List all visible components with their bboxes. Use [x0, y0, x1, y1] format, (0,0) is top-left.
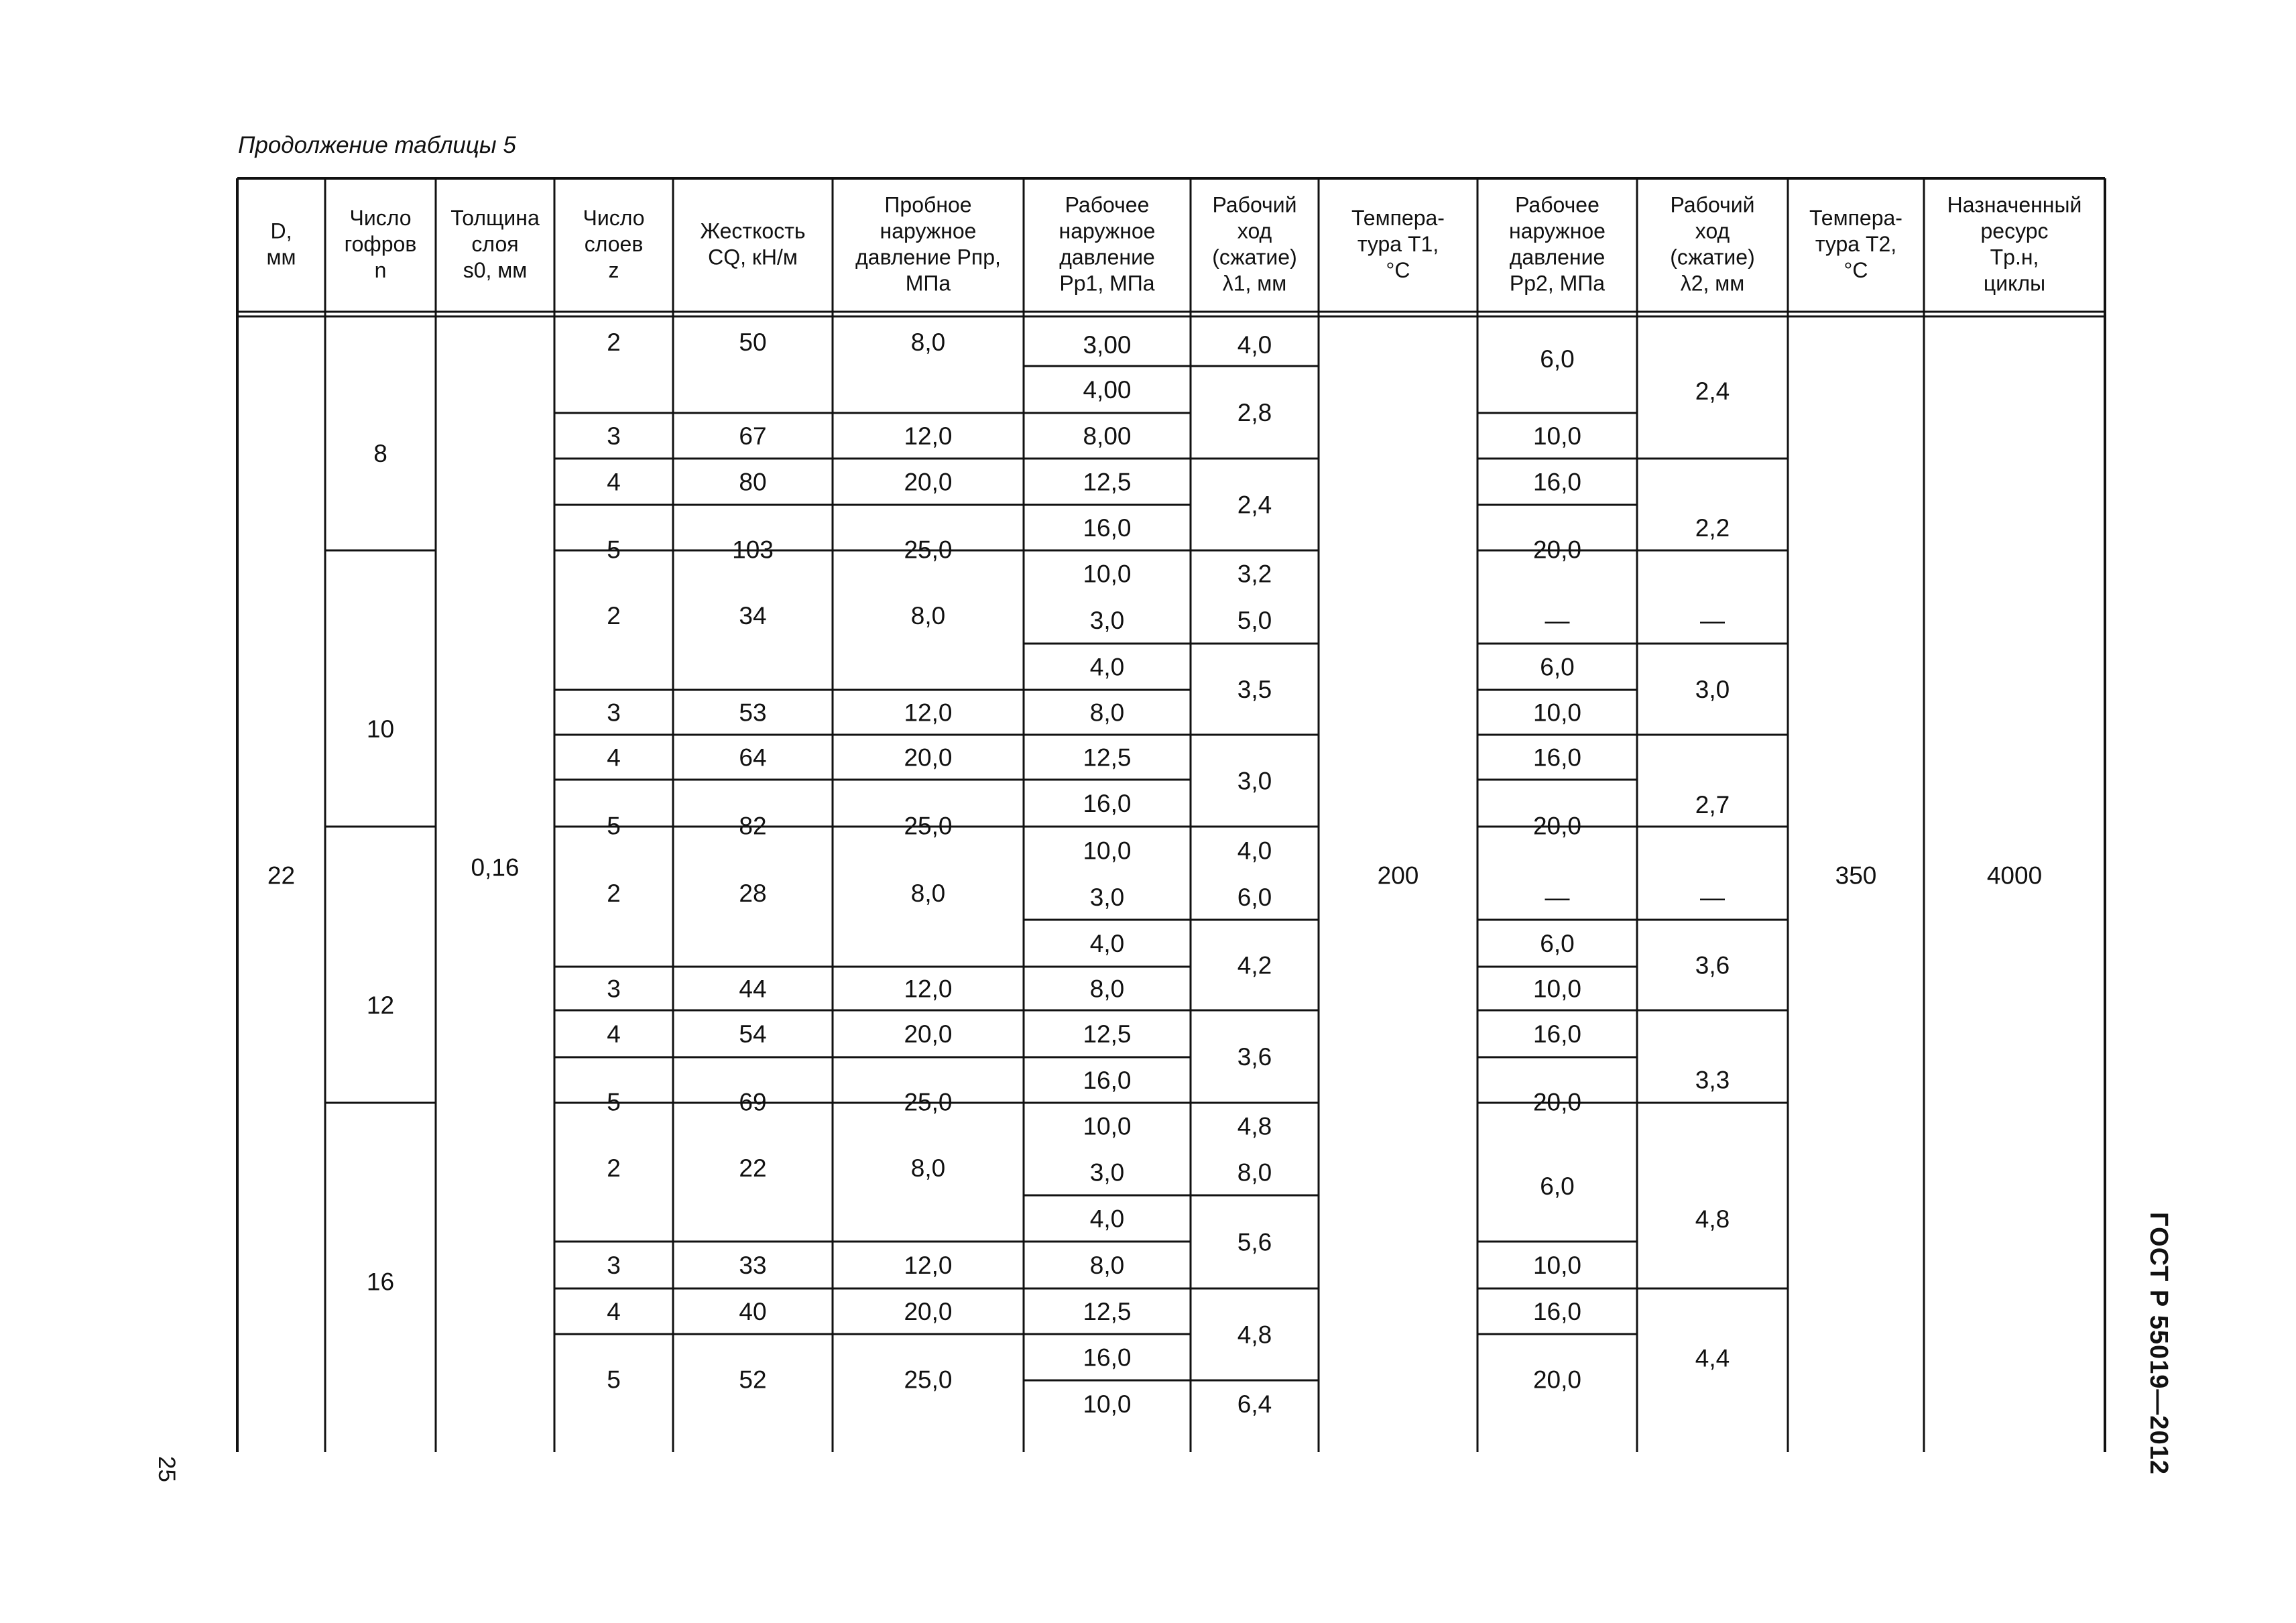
- cell-l2: —: [1700, 884, 1725, 911]
- cell-pp1: 8,0: [1089, 699, 1125, 727]
- cell-pp1: 4,0: [1089, 930, 1125, 957]
- cell-l1: 3,0: [1237, 767, 1272, 795]
- cell-z: 5: [607, 1366, 621, 1394]
- header-cq-line: CQ, кН/м: [708, 245, 798, 269]
- cell-ppr: 12,0: [904, 975, 953, 1003]
- header-pp1-line: Pр1, МПа: [1059, 271, 1155, 296]
- table-body: [267, 328, 2042, 1418]
- cell-l1: 5,6: [1237, 1228, 1272, 1256]
- cell-pp1: 12,5: [1083, 743, 1132, 772]
- cell-l1: 3,5: [1237, 676, 1272, 703]
- header-res-line: Назначенный: [1947, 192, 2082, 217]
- header-t2-line: °C: [1844, 258, 1868, 282]
- header-l2-line: λ2, мм: [1680, 271, 1745, 296]
- cell-ppr: 12,0: [904, 699, 953, 727]
- cell-z: 2: [607, 602, 621, 629]
- header-z-line: слоев: [584, 232, 644, 256]
- cell-cq: 80: [739, 468, 767, 496]
- cell-l1: 4,8: [1237, 1321, 1272, 1349]
- header-l1-line: ход: [1237, 219, 1272, 243]
- cell-s0: 0,16: [471, 853, 520, 882]
- header-t1-line: тура T1,: [1357, 232, 1439, 256]
- cell-cq: 52: [739, 1366, 767, 1394]
- header-pp2-line: давление: [1509, 245, 1606, 269]
- cell-l2: —: [1700, 607, 1725, 634]
- cell-ppr: 25,0: [904, 1366, 953, 1394]
- header-D-line: мм: [266, 245, 296, 269]
- cell-pp1: 10,0: [1083, 1112, 1132, 1140]
- header-n-line: гофров: [344, 232, 417, 256]
- cell-l1: 6,4: [1237, 1390, 1272, 1418]
- header-D-line: D,: [270, 219, 292, 243]
- cell-z: 3: [607, 422, 621, 450]
- cell-z: 3: [607, 975, 621, 1003]
- header-z-line: z: [608, 258, 619, 282]
- cell-z: 3: [607, 699, 621, 727]
- cell-l1: 4,0: [1237, 331, 1272, 359]
- header-l1-line: λ1, мм: [1222, 271, 1287, 296]
- cell-l2: 4,8: [1695, 1205, 1730, 1233]
- header-z-line: Число: [583, 206, 645, 230]
- cell-l2: 2,7: [1695, 791, 1730, 819]
- cell-pp1: 16,0: [1083, 790, 1132, 817]
- cell-ppr: 12,0: [904, 422, 953, 450]
- cell-l2: 2,2: [1695, 514, 1730, 542]
- cell-cq: 69: [739, 1088, 767, 1116]
- cell-ppr: 25,0: [904, 1088, 953, 1116]
- cell-l1: 6,0: [1237, 884, 1272, 911]
- header-s0-line: Толщина: [450, 206, 540, 230]
- header-pp1-line: давление: [1059, 245, 1155, 269]
- cell-pp1: 4,0: [1089, 1205, 1125, 1233]
- cell-pp2: 6,0: [1540, 1173, 1575, 1200]
- cell-resource: 4000: [1986, 861, 2043, 890]
- header-ppr-line: давление Pпр,: [855, 245, 1001, 269]
- cell-n: 16: [366, 1268, 395, 1296]
- cell-l2: 2,4: [1695, 377, 1730, 405]
- cell-z: 2: [607, 328, 621, 356]
- cell-cq: 40: [739, 1298, 767, 1325]
- cell-l1: 4,2: [1237, 951, 1272, 979]
- header-s0-line: слоя: [471, 232, 519, 256]
- cell-ppr: 20,0: [904, 1020, 953, 1048]
- cell-pp1: 12,5: [1083, 1020, 1132, 1048]
- cell-pp2: 16,0: [1532, 743, 1582, 772]
- cell-l1: 4,0: [1237, 837, 1272, 865]
- cell-l1: 5,0: [1237, 607, 1272, 634]
- cell-l2: 3,6: [1695, 951, 1730, 979]
- cell-pp2: 10,0: [1532, 699, 1582, 727]
- cell-pp1: 10,0: [1083, 560, 1132, 588]
- cell-ppr: 8,0: [910, 1154, 946, 1182]
- cell-pp2: 10,0: [1532, 975, 1582, 1003]
- cell-z: 5: [607, 1088, 621, 1116]
- header-t2-line: Темпера-: [1809, 206, 1902, 230]
- cell-pp1: 12,5: [1083, 468, 1132, 496]
- cell-pp1: 16,0: [1083, 514, 1132, 542]
- cell-cq: 28: [739, 880, 767, 907]
- cell-z: 4: [607, 1020, 621, 1048]
- cell-pp1: 16,0: [1083, 1343, 1132, 1372]
- cell-z: 4: [607, 1298, 621, 1325]
- cell-z: 4: [607, 743, 621, 772]
- header-pp1-line: Рабочее: [1065, 192, 1150, 217]
- header-res-line: ресурс: [1980, 219, 2049, 243]
- cell-l1: 3,6: [1237, 1043, 1272, 1071]
- cell-z: 5: [607, 536, 621, 564]
- cell-n: 10: [366, 715, 395, 743]
- cell-pp1: 10,0: [1083, 1390, 1132, 1418]
- cell-pp1: 4,00: [1083, 376, 1132, 404]
- cell-d: 22: [267, 861, 296, 890]
- cell-cq: 33: [739, 1252, 767, 1279]
- header-pp1-line: наружное: [1059, 219, 1156, 243]
- cell-l1: 3,2: [1237, 560, 1272, 588]
- cell-ppr: 20,0: [904, 743, 953, 772]
- cell-pp1: 8,0: [1089, 975, 1125, 1003]
- cell-ppr: 8,0: [910, 602, 946, 629]
- cell-pp1: 16,0: [1083, 1067, 1132, 1094]
- cell-pp2: 10,0: [1532, 422, 1582, 450]
- table-grid: [237, 178, 2105, 1452]
- header-l2-line: Рабочий: [1670, 192, 1755, 217]
- header-res-line: Tр.н,: [1990, 245, 2039, 269]
- cell-t1: 200: [1377, 861, 1419, 890]
- cell-l2: 4,4: [1695, 1344, 1730, 1372]
- cell-pp2: 20,0: [1532, 1088, 1582, 1116]
- header-t1-line: Темпера-: [1351, 206, 1445, 230]
- header-res-line: циклы: [1983, 271, 2046, 296]
- cell-ppr: 20,0: [904, 1298, 953, 1325]
- cell-pp2: 6,0: [1540, 930, 1575, 957]
- header-pp2-line: Pр2, МПа: [1509, 271, 1606, 296]
- cell-pp1: 3,0: [1089, 1158, 1125, 1187]
- cell-pp2: 20,0: [1532, 1366, 1582, 1394]
- cell-pp1: 8,0: [1089, 1252, 1125, 1279]
- cell-cq: 50: [739, 328, 767, 356]
- cell-z: 2: [607, 1154, 621, 1182]
- cell-pp1: 3,0: [1089, 884, 1125, 911]
- header-t1-line: °C: [1386, 258, 1410, 282]
- cell-pp1: 3,00: [1083, 331, 1132, 359]
- page-number: 25: [154, 1456, 180, 1482]
- cell-pp1: 3,0: [1089, 607, 1125, 634]
- header-l1-line: (сжатие): [1212, 245, 1297, 269]
- cell-pp2: 10,0: [1532, 1252, 1582, 1279]
- cell-l2: 3,3: [1695, 1066, 1730, 1094]
- cell-pp2: 6,0: [1540, 653, 1575, 681]
- header-cq-line: Жесткость: [700, 219, 806, 243]
- cell-cq: 53: [739, 699, 767, 727]
- cell-cq: 34: [739, 602, 767, 629]
- cell-pp2: 16,0: [1532, 1020, 1582, 1048]
- header-n-line: Число: [349, 206, 412, 230]
- cell-pp2: 20,0: [1532, 536, 1582, 564]
- cell-ppr: 8,0: [910, 328, 946, 356]
- cell-z: 2: [607, 880, 621, 907]
- cell-z: 4: [607, 468, 621, 496]
- cell-cq: 82: [739, 812, 767, 840]
- cell-pp1: 4,0: [1089, 653, 1125, 681]
- cell-ppr: 25,0: [904, 536, 953, 564]
- cell-cq: 103: [732, 536, 774, 564]
- header-s0-line: s0, мм: [463, 258, 528, 282]
- cell-pp2: 16,0: [1532, 468, 1582, 496]
- cell-ppr: 8,0: [910, 880, 946, 907]
- cell-pp2: 20,0: [1532, 812, 1582, 840]
- cell-cq: 44: [739, 975, 767, 1003]
- cell-cq: 64: [739, 743, 767, 772]
- cell-pp2: —: [1545, 607, 1570, 634]
- cell-t2: 350: [1835, 861, 1877, 890]
- table-caption: Продолжение таблицы 5: [238, 132, 516, 158]
- header-n-line: n: [374, 258, 387, 282]
- header-t2-line: тура T2,: [1815, 232, 1897, 256]
- cell-n: 12: [366, 991, 395, 1019]
- cell-n: 8: [373, 440, 387, 467]
- header-l2-line: (сжатие): [1670, 245, 1755, 269]
- header-l1-line: Рабочий: [1212, 192, 1297, 217]
- header-ppr-line: Пробное: [884, 192, 972, 217]
- cell-pp2: 16,0: [1532, 1298, 1582, 1325]
- cell-cq: 22: [739, 1154, 767, 1182]
- cell-cq: 54: [739, 1020, 767, 1048]
- cell-l1: 4,8: [1237, 1112, 1272, 1140]
- cell-pp2: —: [1545, 884, 1570, 911]
- cell-pp1: 8,00: [1083, 422, 1132, 450]
- cell-pp1: 12,5: [1083, 1298, 1132, 1325]
- header-pp2-line: наружное: [1509, 219, 1606, 243]
- cell-l1: 2,8: [1237, 399, 1272, 426]
- cell-ppr: 25,0: [904, 812, 953, 840]
- header-ppr-line: наружное: [880, 219, 977, 243]
- cell-l1: 8,0: [1237, 1158, 1272, 1187]
- cell-z: 3: [607, 1252, 621, 1279]
- cell-cq: 67: [739, 422, 767, 450]
- header-pp2-line: Рабочее: [1515, 192, 1599, 217]
- cell-pp2: 6,0: [1540, 345, 1575, 373]
- cell-ppr: 20,0: [904, 468, 953, 496]
- cell-ppr: 12,0: [904, 1252, 953, 1279]
- cell-z: 5: [607, 812, 621, 840]
- cell-l2: 3,0: [1695, 676, 1730, 703]
- header-l2-line: ход: [1695, 219, 1730, 243]
- table-header: [267, 193, 2082, 296]
- cell-pp1: 10,0: [1083, 837, 1132, 865]
- document-code: ГОСТ Р 55019—2012: [2144, 1212, 2173, 1475]
- header-ppr-line: МПа: [905, 271, 951, 296]
- cell-l1: 2,4: [1237, 491, 1272, 519]
